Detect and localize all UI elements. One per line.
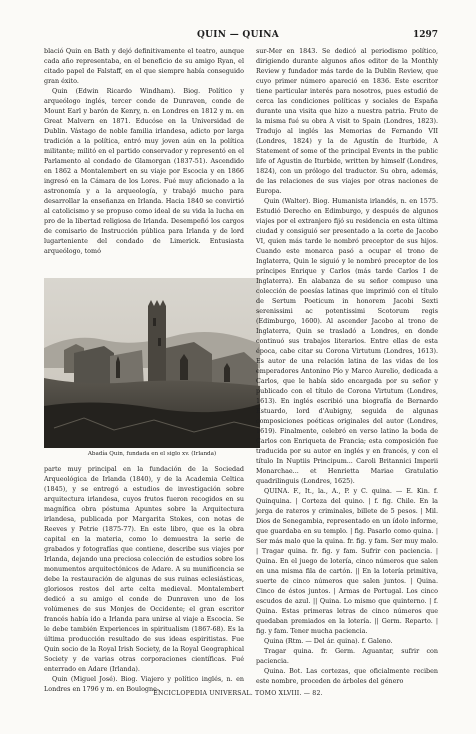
running-header: QUIN — QUINA xyxy=(196,30,280,40)
page-number: 1297 xyxy=(412,30,438,40)
entry-quin-miguel: Quin (Miguel José). Biog. Viajero y político inglés, n. en Londres en 1796 y m. en Boulogne- xyxy=(44,675,244,693)
right-column xyxy=(256,46,438,684)
paragraph-sur-mer: sur-Mer en 1843. Se dedicó al periodismo político, dirigiendo durante algunos años editor de la Monthly Review y fundador más tarde de la Dublin Review, que cuyo primer número apareció en 1836. Este escritor tiene particular interés para nosotros, pues estudió de cerca las condiciones políticas y sociales de España durante una visita que hizo a nuestra patria. Fruto de la misma fué su obra A visit to Spain (Londres, 1823). Tradujo al inglés las Memorias de Fernando VII (Londres, 1824) y la de Agustín de Iturbide, A Statement of some of the principal Events in the public life of Agustin de Iturbide, written by himself (Londres, 1824), con un prólogo del traductor. Su obra, además, de las relaciones de sus viajes por otras naciones de Europa. xyxy=(256,47,438,195)
left-column-top xyxy=(44,46,244,272)
page-footer: ENCICLOPEDIA UNIVERSAL. TOMO XLVIII. — 82. xyxy=(153,690,323,697)
photo-caption: Abadía Quin, fundada en el siglo xv. (Irlanda) xyxy=(87,451,217,457)
entry-quin-walter: Quin (Walter). Biog. Humanista irlandés, n. en 1575. Estudió Derecho en Edimburgo, y después de algunos viajes por el extranjero fijó su residencia en esta última ciudad y consiguió ser presentado a la corte de Jacobo VI, quien más tarde le nombró preceptor de sus hijos. Cuando este monarca pasó a ocupar el trono de Inglaterra, Quin le siguió y le nombró preceptor de los príncipes Enrique y Carlos (más tarde Carlos I de Inglaterra). En alabanza de su señor compuso una colección de poesías latinas que imprimió con el título de Sertum Poeticum in honorem Jacobi Sexti serenissimi ac potentissimi Scotorum regis (Edimburgo, 1600). Al ascender Jacobo al trono de Inglaterra, Quin se trasladó a Londres, en donde continuó sus trabajos literarios. Entre ellas de esta época, cabe citar su Corona Virtutum (Londres, 1613). Es autor de una relación latina de las vidas de los emperadores Antonino Pío y Marco Aurelio, dedicada a Carlos, que le había sido encargada por su señor y publicado con el título de Corona Virtutum (Londres, 1613). En inglés escribió una biografía de Bernardo Estuardo, lord d'Aubigny, seguida de algunas composiciones poéticas originales del autor (Londres, 1619). Finalmente, celebró en verso latino la boda de Carlos con Enriqueta de Francia; esta composición fue traducida por su autor en inglés y en francés, y con el título In Nuptiis Principum... Caroli Britannici Imperii Monarchae... et Henrietta Mariae Gratulatio quadrilinguis (Londres, 1625). xyxy=(256,197,438,485)
abbey-ruins-illustration xyxy=(44,278,260,448)
abbey-photo xyxy=(44,278,260,448)
paragraph-bath: blació Quin en Bath y dejó definitivamente el teatro, aunque cada año representaba, en el beneficio de su amigo Ryan, el citado papel de Falstaff, en el que siempre había conseguido gran éxito. xyxy=(44,47,244,85)
entry-quina-rtm: Quina (Rtm. — Del ár. quina). f. Galeno. xyxy=(264,637,393,645)
paragraph-arqueologica: parte muy principal en la fundación de la Sociedad Arqueológica de Irlanda (1840), y de la Academia Celtica (1845), y se entregó a estudios de investigación sobre arquitectura irlandesa, cuyos frutos fueron recogidos en su magnífica obra póstuma Apuntes sobre la Arquitectura irlandesa, publicada por Margarita Stokes, con notas de Reeves y Petrie (1875-77). En este libro, que es la obra capital en la materia, como lo demuestra la serie de grabados y fotografías que contiene, describe sus viajes por Irlanda, dejando una preciosa colección de estudios sobre los monumentos arquitectónicos de Adare. A su munificencia se debe la restauración de algunas de sus ruinas eclesiásticas, gloriosos restos del arte celta medieval. Montalembert dedicó a su amigo el conde de Dunraven uno de los volúmenes de sus Monjes de Occidente; el gran escritor francés había ido a Irlanda para unirse al viaje a Escocia. Se le debe también Experiences in spiritualism (1867-68). Es la última producción resultado de sus ideas espiritistas. Fue Quin socio de la Royal Irish Society, de la Royal Geographical Society y de varias otras corporaciones científicas. Fué enterrado en Adare (Irlanda). xyxy=(44,465,244,673)
entry-quina: QUINA. F., It., la., A., P. y C. quina. — E. Kin. f. Quinquina. | Corteza del quino. | f. fig. Chile. En la jerga de rateros y criminales, billete de 5 pesos. | Mil. Dios de Senegambia, representado en un ídolo informe, que guardaba en su templo. | fig. Pasarlo como quina. | Ser más malo que la quina. fr. fig. y fam. Ser muy malo. | Tragar quina. fr. fig. y fam. Sufrir con paciencia. | Quina. En el juego de lotería, cinco números que salen en una misma fila de cartón. || En la lotería primitiva, suerte de cinco números que salen juntos. | Quina. Cinco de éstos juntos. | Armas de Portugal. Los cinco escudos de azul. || Quina. Lo mismo que quinterno. | f. Quina. Estas primeras letras de cinco números que quedaban premiados en la lotería. || Germ. Reparto. | fig. y fam. Tener mucha paciencia. xyxy=(256,487,438,635)
entry-quin-edwin: Quin (Edwin Ricardo Windham). Biog. Político y arqueólogo inglés, tercer conde de Dunraven, conde de Mount Earl y barón de Kenry, n. en Londres en 1812 y m. en Great Malvern en 1871. Educóse en la Universidad de Dublin. Vástago de noble familia irlandesa, adicto por larga tradición a la política, entró muy joven aún en la política militante; militó en el partido conservador y representó en el Parlamento al condado de Glamorgan (1837-51). Ascendido en 1862 a Montalembert en su viaje por Escocia y en 1866 ingresó en la Cámara de los Lores. Fué muy aficionado a la astronomía y a la arqueología, y trabajó mucho para desarrollar la enseñanza en Irlanda. Hacia 1840 se convirtió al catolicismo y se propuso como ideal de su vida la lucha en pro de la libertad religiosa de Irlanda. Desempeñó los cargos de comisario de Instrucción pública para Irlanda y de lord lugarteniente del condado de Limerick. Entusiasta arqueólogo, tomó xyxy=(44,87,244,255)
entry-tragar-quina: Tragar quina. fr. Germ. Aguantar, sufrir con paciencia. xyxy=(256,647,438,665)
left-column-bottom xyxy=(44,464,244,693)
entry-quina-bot: Quina. Bot. Las cortezas, que oficialmente reciben este nombre, proceden de árboles del género xyxy=(256,667,438,685)
